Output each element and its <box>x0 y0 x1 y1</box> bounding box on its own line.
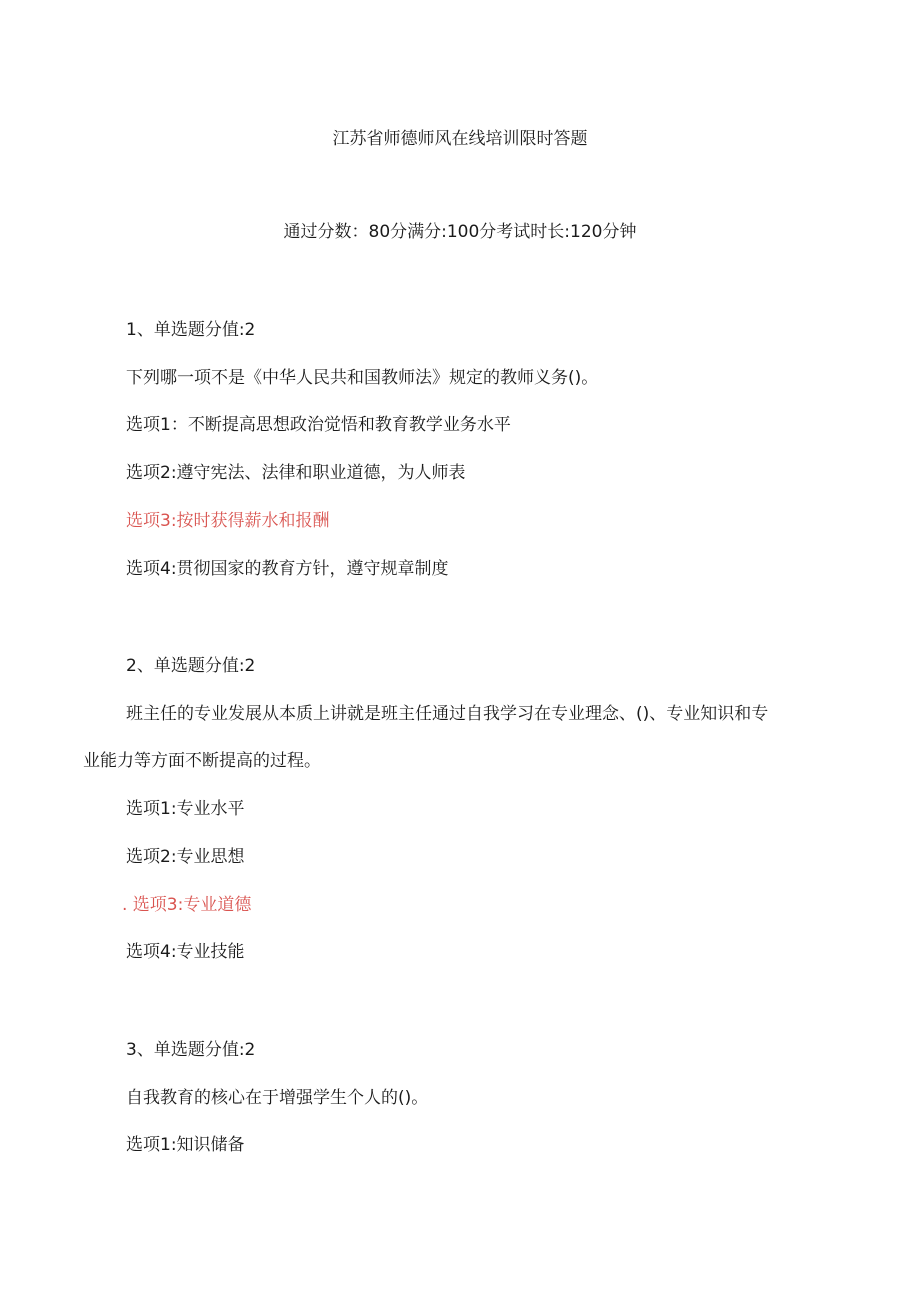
question-1-option-2: 选项2:遵守宪法、法律和职业道德，为人师表 <box>126 463 466 483</box>
question-3-option-1: 选项1:知识储备 <box>126 1135 245 1155</box>
question-2-option-3-answer: . 选项3:专业道德 <box>122 895 252 915</box>
question-2-option-4: 选项4:专业技能 <box>126 942 245 962</box>
exam-info: 通过分数：80分满分:100分考试时长:120分钟 <box>283 222 637 242</box>
question-2-stem-line-2: 业能力等方面不断提高的过程。 <box>83 751 321 771</box>
question-2-option-1: 选项1:专业水平 <box>126 799 245 819</box>
question-3-stem: 自我教育的核心在于增强学生个人的()。 <box>126 1088 429 1108</box>
question-1-header: 1、单选题分值:2 <box>126 320 256 340</box>
question-2-header: 2、单选题分值:2 <box>126 656 256 676</box>
question-1-stem: 下列哪一项不是《中华人民共和国教师法》规定的教师义务()。 <box>126 368 599 388</box>
question-2-option-2: 选项2:专业思想 <box>126 847 245 867</box>
question-3-header: 3、单选题分值:2 <box>126 1040 256 1060</box>
question-1-option-4: 选项4:贯彻国家的教育方针，遵守规章制度 <box>126 559 449 579</box>
question-2-stem-line-1: 班主任的专业发展从本质上讲就是班主任通过自我学习在专业理念、()、专业知识和专 <box>126 704 769 724</box>
document-title: 江苏省师德师风在线培训限时答题 <box>332 129 588 149</box>
question-1-option-3-answer: 选项3:按时获得薪水和报酬 <box>126 511 330 531</box>
question-1-option-1: 选项1：不断提高思想政治觉悟和教育教学业务水平 <box>126 415 511 435</box>
